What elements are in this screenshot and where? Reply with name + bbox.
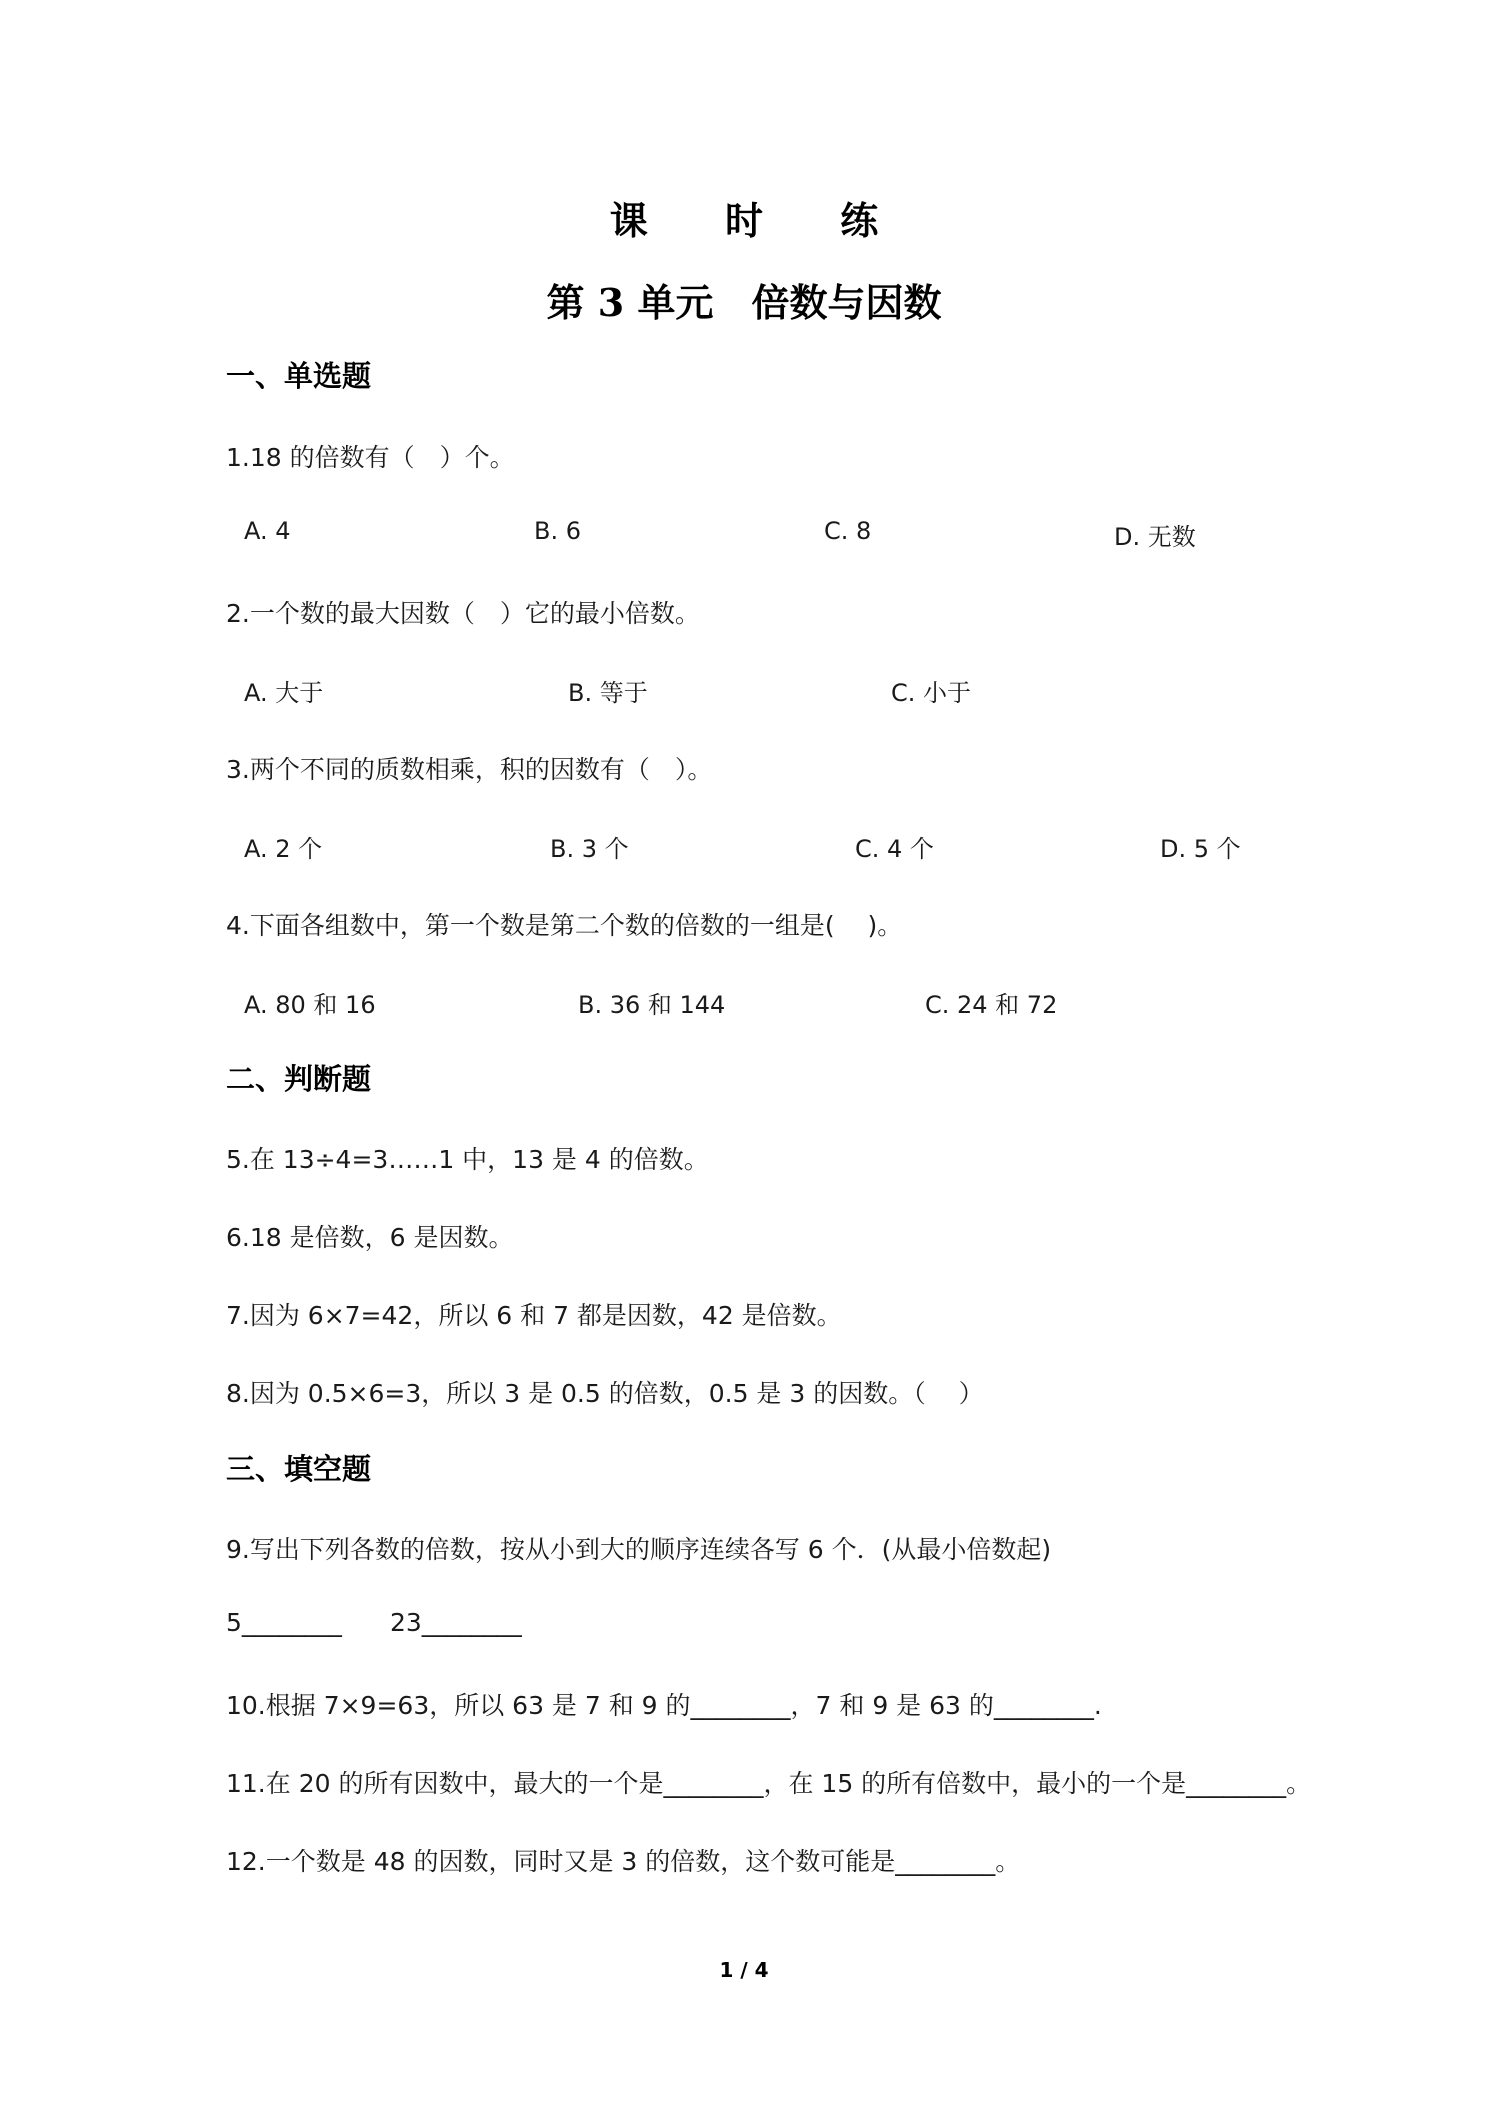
question-2-option-b: B. 等于 [568,679,648,707]
question-10: 10.根据 7×9=63，所以 63 是 7 和 9 的________，7 和 9 是 63 的________. [226,1691,1102,1720]
question-2: 2.一个数的最大因数（ ）它的最小倍数。 [226,599,700,628]
question-1-option-d: D. 无数 [1114,523,1196,551]
question-3-option-d: D. 5 个 [1160,835,1241,863]
question-1-option-c: C. 8 [824,517,872,545]
unit-title: 第 3 单元 倍数与因数 [546,280,942,325]
question-1-option-a: A. 4 [244,517,291,545]
question-12: 12.一个数是 48 的因数，同时又是 3 的倍数，这个数可能是________。 [226,1847,1021,1876]
page-number: 1 / 4 [719,1958,769,1982]
question-4: 4.下面各组数中，第一个数是第二个数的倍数的一组是( )。 [226,911,903,940]
question-3-option-b: B. 3 个 [550,835,629,863]
question-8: 8.因为 0.5×6=3，所以 3 是 0.5 的倍数，0.5 是 3 的因数。（ ） [226,1379,984,1408]
section-heading-single-choice: 一、单选题 [226,359,372,393]
question-2-option-a: A. 大于 [244,679,324,707]
question-1-option-b: B. 6 [534,517,581,545]
question-9-blank-23: 23________ [390,1608,522,1637]
question-7: 7.因为 6×7=42，所以 6 和 7 都是因数，42 是倍数。 [226,1301,842,1330]
question-1: 1.18 的倍数有（ ）个。 [226,443,515,472]
question-4-option-c: C. 24 和 72 [925,991,1058,1019]
question-9: 9.写出下列各数的倍数，按从小到大的顺序连续各写 6 个．(从最小倍数起) [226,1535,1052,1564]
question-3: 3.两个不同的质数相乘，积的因数有（ ）。 [226,755,713,784]
question-3-option-a: A. 2 个 [244,835,323,863]
question-4-option-a: A. 80 和 16 [244,991,376,1019]
question-9-blank-5: 5________ [226,1608,342,1637]
question-11: 11.在 20 的所有因数中，最大的一个是________，在 15 的所有倍数中，最小的一个是________。 [226,1769,1312,1798]
section-heading-fill-in: 三、填空题 [226,1452,372,1486]
question-4-option-b: B. 36 和 144 [578,991,726,1019]
section-heading-true-false: 二、判断题 [226,1062,372,1096]
question-2-option-c: C. 小于 [891,679,972,707]
document-title: 课 时 练 [609,198,911,243]
question-6: 6.18 是倍数，6 是因数。 [226,1223,514,1252]
question-5: 5.在 13÷4=3……1 中，13 是 4 的倍数。 [226,1145,709,1174]
question-3-option-c: C. 4 个 [855,835,934,863]
